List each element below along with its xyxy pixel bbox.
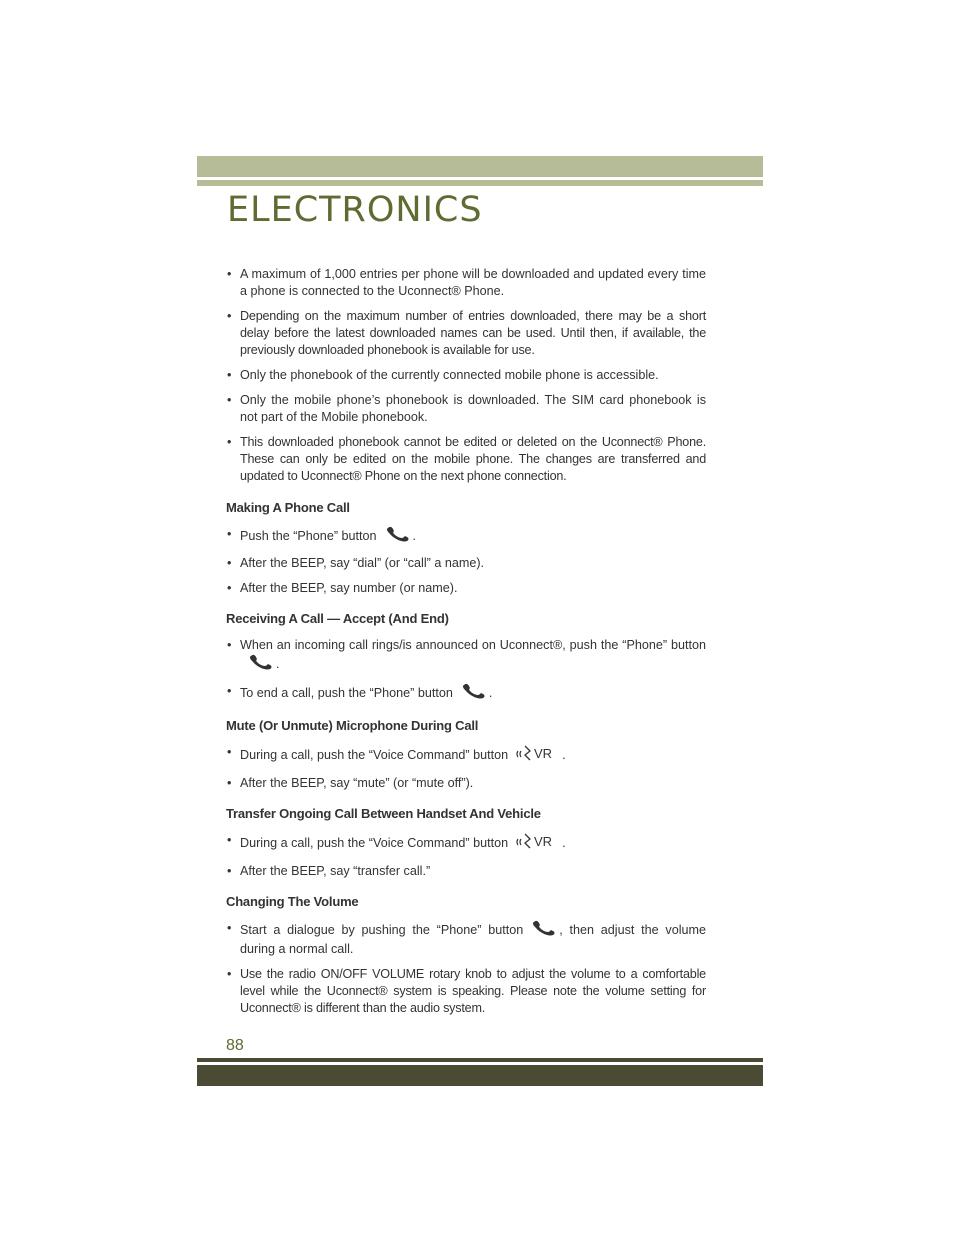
list-item: • A maximum of 1,000 entries per phone will be downloaded and updated every time a phone is connected to the Uconnect® Phone. [227, 267, 706, 298]
voice-command-vr-icon [516, 744, 558, 767]
heading-changing-the-volume: Changing The Volume [226, 894, 359, 909]
footer-bar-thick [197, 1065, 763, 1086]
list-item: • After the BEEP, say “transfer call.” [227, 864, 431, 878]
intro-bullet-list [226, 266, 706, 485]
list-item: • When an incoming call rings/is announced on Uconnect®, push the “Phone” button. [226, 637, 706, 675]
list-item: • Only the phonebook of the currently connected mobile phone is accessible. [227, 368, 659, 382]
list-item: • After the BEEP, say number (or name). [227, 581, 458, 595]
vr-label: VR [534, 834, 553, 849]
list-item: • Start a dialogue by pushing the “Phone” button , then adjust the volume during a normal call. [227, 921, 706, 956]
phone-icon [531, 920, 555, 941]
list-item: • Only the mobile phone’s phonebook is downloaded. The SIM card phonebook is not part of the Mobile phonebook. [227, 393, 706, 424]
section-title: ELECTRONICS [227, 190, 483, 230]
header-bar-thick [197, 156, 763, 177]
phone-icon [248, 654, 272, 675]
list-item: • Push the “Phone” button . [226, 526, 706, 547]
heading-receiving-a-call: Receiving A Call — Accept (And End) [226, 611, 449, 626]
page-number: 88 [226, 1037, 244, 1054]
list-item: • During a call, push the “Voice Command” button VR . [226, 832, 706, 855]
list-item: • During a call, push the “Voice Command” button VR . [226, 744, 706, 767]
voice-command-vr-icon [516, 832, 558, 855]
vr-label: VR [534, 746, 553, 761]
heading-making-a-phone-call: Making A Phone Call [226, 500, 350, 515]
heading-mute-microphone: Mute (Or Unmute) Microphone During Call [226, 718, 479, 733]
header-bar-thin [197, 180, 763, 186]
list-item: • To end a call, push the “Phone” button . [226, 683, 706, 704]
list-item: • Use the radio ON/OFF VOLUME rotary knob to adjust the volume to a comfortable level while the Uconnect® system is speaking. Please note the volume setting for Uconnect® is different than the audio system. [227, 967, 706, 1015]
list-item: • After the BEEP, say “dial” (or “call” a name). [227, 556, 485, 570]
phone-icon [461, 683, 485, 704]
page-content [226, 266, 706, 1025]
list-item: • Depending on the maximum number of entries downloaded, there may be a short delay before the latest downloaded names can be used. Until then, if available, the previously downloaded phonebook is available for use. [227, 309, 706, 357]
list-item: • After the BEEP, say “mute” (or “mute off”). [227, 776, 474, 790]
list-item: • This downloaded phonebook cannot be edited or deleted on the Uconnect® Phone. These can only be edited on the mobile phone. The changes are transferred and updated to Uconnect® Phone on the next phone connection. [227, 435, 706, 483]
footer-bar-thin [197, 1058, 763, 1062]
phone-icon [385, 526, 409, 547]
heading-transfer-call: Transfer Ongoing Call Between Handset And Vehicle [226, 806, 541, 821]
